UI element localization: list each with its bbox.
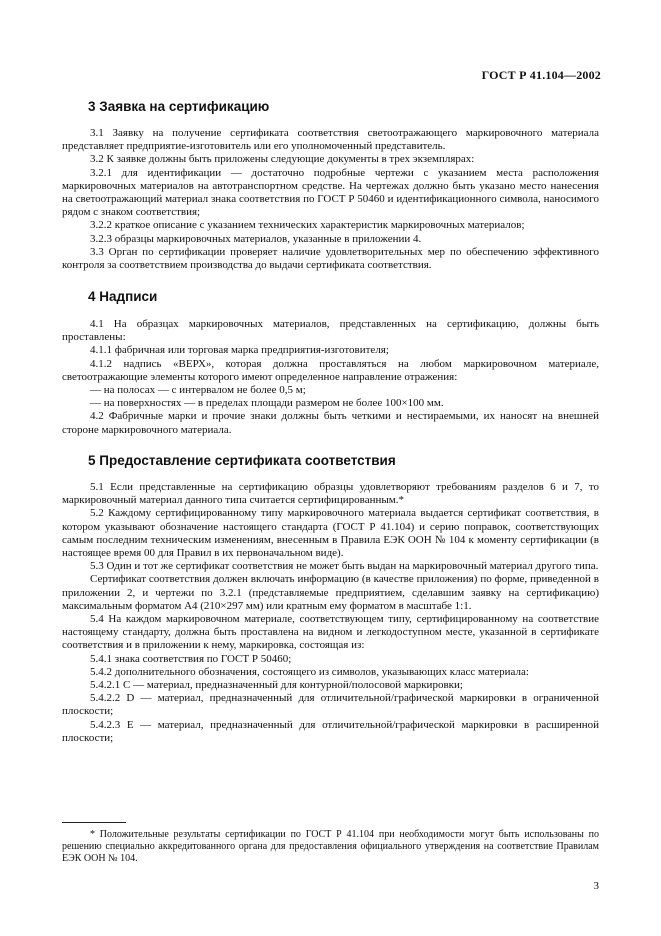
paragraph: 4.2 Фабричные марки и прочие знаки должны быть четкими и нестираемыми, их наносят на внешней стороне маркировочного материала. [62, 410, 599, 436]
paragraph: 5.4.2 дополнительного обозначения, состоящего из символов, указывающих класс материала: [90, 665, 529, 678]
section-4-title: 4 Надписи [88, 289, 158, 304]
section-5-body [62, 481, 599, 745]
paragraph: 5.3 Один и тот же сертификат соответствия не может быть выдан на маркировочный материал другого типа. [90, 560, 599, 573]
footnote-divider [62, 822, 126, 823]
paragraph: 5.4 На каждом маркировочном материале, соответствующем типу, сертифицированному на соответствие настоящему стандарту, должна быть проставлена на видном и легкодоступном месте, указанной в сертификате соответствия и в приложении к нему, маркировка, состоящая из: [62, 613, 599, 652]
section-4-body [62, 318, 599, 437]
paragraph: 4.1 На образцах маркировочных материалов, представленных на сертификацию, должны быть проставлены: [62, 318, 599, 344]
paragraph: 4.1.2 надпись «ВЕРХ», которая должна проставляться на любом маркировочном материале, светоотражающие элементы которого имеют определенное направление отражения: [62, 357, 599, 383]
section-3-title: 3 Заявка на сертификацию [88, 99, 270, 114]
paragraph: 3.3 Орган по сертификации проверяет наличие удовлетворительных мер по обеспечению эффективного контроля за соответствием производства до выдачи сертификата соответствия. [62, 245, 599, 272]
paragraph: 5.4.2.2 D — материал, предназначенный для отличительной/графической маркировки в ограниченной плоскости; [62, 692, 599, 718]
paragraph: 4.1.1 фабричная или торговая марка предприятия-изготовителя; [90, 344, 389, 357]
paragraph: 3.2 К заявке должны быть приложены следующие документы в трех экземплярах: [90, 153, 475, 166]
paragraph: 3.2.3 образцы маркировочных материалов, указанные в приложении 4. [90, 232, 422, 245]
paragraph: 5.1 Если представленные на сертификацию образцы удовлетворяют требованиям разделов 6 и 7, то маркировочный материал данного типа считается сертифицированным.* [62, 481, 599, 507]
paragraph: 5.2 Каждому сертифицированному типу маркировочного материала выдается сертификат соответствия, в котором указывают обозначение настоящего стандарта (ГОСТ Р 41.104) и серию поправок, соответствующих самым последним техническим изменениям, внесенным в Правила ЕЭК ООН № 104 к моменту сертификации (в настоящее время 00 для Правил в их первоначальном виде). [62, 507, 599, 560]
document-header: ГОСТ Р 41.104—2002 [481, 68, 601, 82]
list-item: — на поверхностях — в пределах площади размером не более 100×100 мм. [90, 397, 444, 410]
section-5-title: 5 Предоставление сертификата соответствия [88, 453, 396, 468]
paragraph: 3.2.2 краткое описание с указанием технических характеристик маркировочных материалов; [90, 219, 525, 232]
paragraph: 5.4.1 знака соответствия по ГОСТ Р 50460; [90, 652, 292, 665]
paragraph: Сертификат соответствия должен включать информацию (в качестве приложения) по форме, приведенной в приложении 2, и чертежи по 3.2.1 (представляемые предприятием, сделавшим заявку на сертификацию) максимальным форматом А4 (210×297 мм) или кратным ему форматом в масштабе 1:1. [62, 573, 599, 612]
page-number: 3 [593, 880, 599, 892]
paragraph: 5.4.2.3 Е — материал, предназначенный для отличительной/графической маркировки в расширенной плоскости; [62, 718, 599, 744]
paragraph: 3.2.1 для идентификации — достаточно подробные чертежи с указанием места расположения маркировочных материалов на автотранспортном средстве. На чертежах должно быть указано место нанесения на светоотражающий материал знака соответствия по ГОСТ Р 50460 и идентификационного символа, наносимого рядом с знаком соответствия; [62, 166, 599, 219]
section-3-body [62, 127, 599, 272]
list-item: — на полосах — с интервалом не более 0,5 м; [90, 384, 306, 397]
footnote: * Положительные результаты сертификации по ГОСТ Р 41.104 при необходимости могут быть использованы по решению специально аккредитованного органа для предоставления официального утверждения на соответствие Правилам ЕЭК ООН № 104. [62, 829, 599, 864]
paragraph: 5.4.2.1 С — материал, предназначенный для контурной/полосовой маркировки; [90, 679, 463, 692]
paragraph: 3.1 Заявку на получение сертификата соответствия светоотражающего маркировочного материала представляет предприятие-изготовитель или его уполномоченный представитель. [62, 127, 599, 153]
